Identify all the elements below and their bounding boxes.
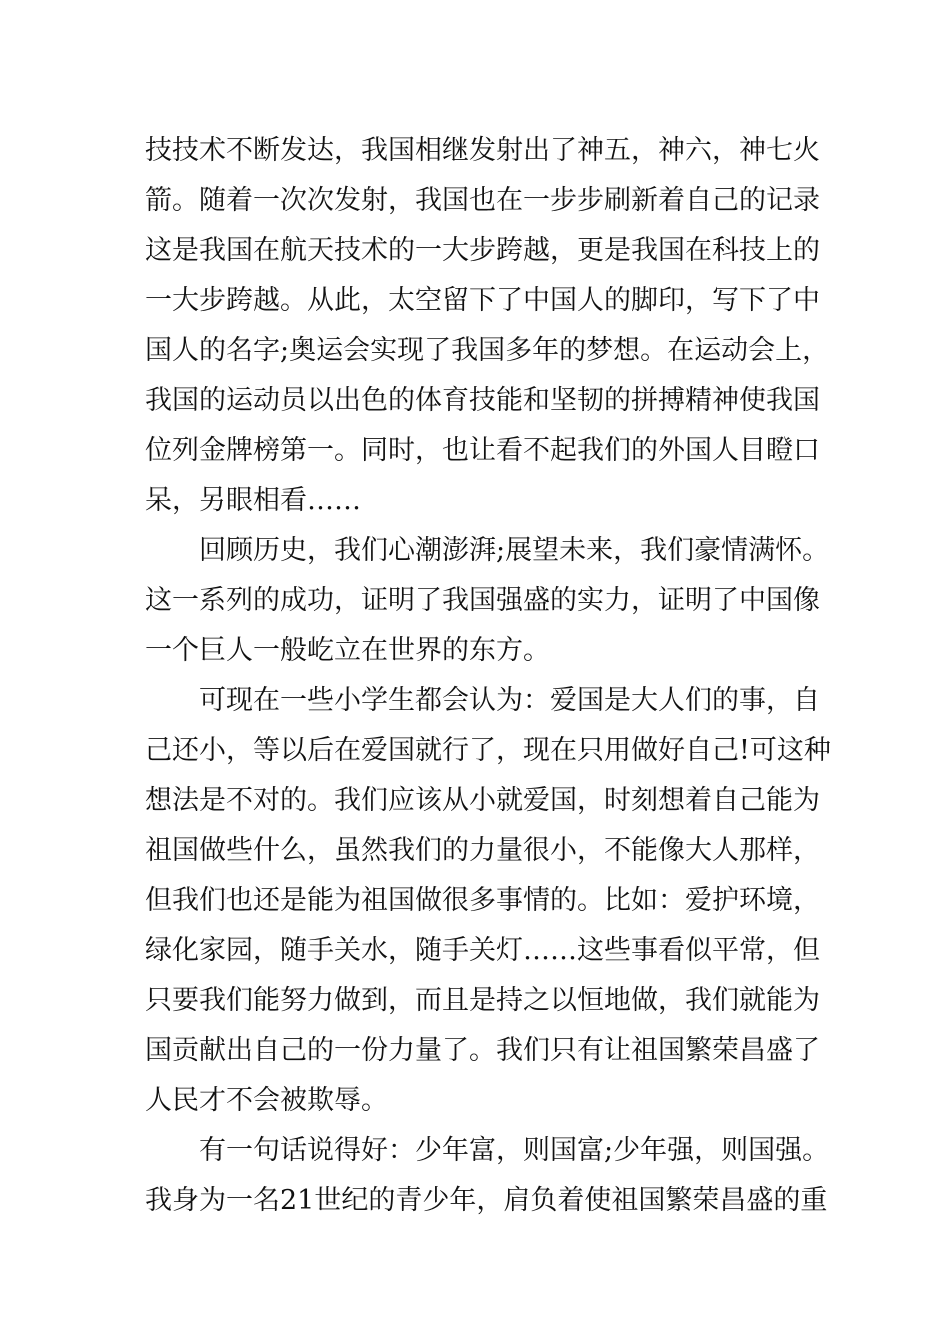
text-line: 国贡献出自己的一份力量了。我们只有让祖国繁荣昌盛了 xyxy=(145,1035,820,1066)
text-line: 位列金牌榜第一。同时，也让看不起我们的外国人目瞪口 xyxy=(145,435,820,466)
text-line: 己还小，等以后在爱国就行了，现在只用做好自己!可这种 xyxy=(145,735,831,766)
text-line: 人民才不会被欺辱。 xyxy=(145,1085,388,1116)
essay-body xyxy=(145,126,831,1226)
paragraph-first-line: 回顾历史，我们心潮澎湃;展望未来，我们豪情满怀。 xyxy=(199,535,830,566)
text-line: 这是我国在航天技术的一大步跨越，更是我国在科技上的 xyxy=(145,235,820,266)
text-line: 一大步跨越。从此，太空留下了中国人的脚印，写下了中 xyxy=(145,285,820,316)
text-line: 技技术不断发达，我国相继发射出了神五，神六，神七火 xyxy=(145,135,820,166)
text-line: 祖国做些什么，虽然我们的力量很小，不能像大人那样， xyxy=(145,835,820,866)
text-line: 呆，另眼相看…… xyxy=(145,485,361,516)
text-line: 这一系列的成功，证明了我国强盛的实力，证明了中国像 xyxy=(145,585,820,616)
text-line: 我身为一名21世纪的青少年，肩负着使祖国繁荣昌盛的重 xyxy=(145,1185,828,1216)
text-line: 绿化家园，随手关水，随手关灯……这些事看似平常，但 xyxy=(145,935,820,966)
text-line: 我国的运动员以出色的体育技能和坚韧的拼搏精神使我国 xyxy=(145,385,820,416)
text-line: 但我们也还是能为祖国做很多事情的。比如：爱护环境， xyxy=(145,885,820,916)
text-line: 只要我们能努力做到，而且是持之以恒地做，我们就能为 xyxy=(145,985,820,1016)
text-line: 一个巨人一般屹立在世界的东方。 xyxy=(145,635,550,666)
text-line: 想法是不对的。我们应该从小就爱国，时刻想着自己能为 xyxy=(145,785,820,816)
text-line: 国人的名字;奥运会实现了我国多年的梦想。在运动会上， xyxy=(145,335,830,366)
paragraph-first-line: 可现在一些小学生都会认为：爱国是大人们的事，自 xyxy=(199,685,820,716)
paragraph-first-line: 有一句话说得好：少年富，则国富;少年强，则国强。 xyxy=(199,1135,830,1166)
text-line: 箭。随着一次次发射，我国也在一步步刷新着自己的记录 xyxy=(145,185,820,216)
